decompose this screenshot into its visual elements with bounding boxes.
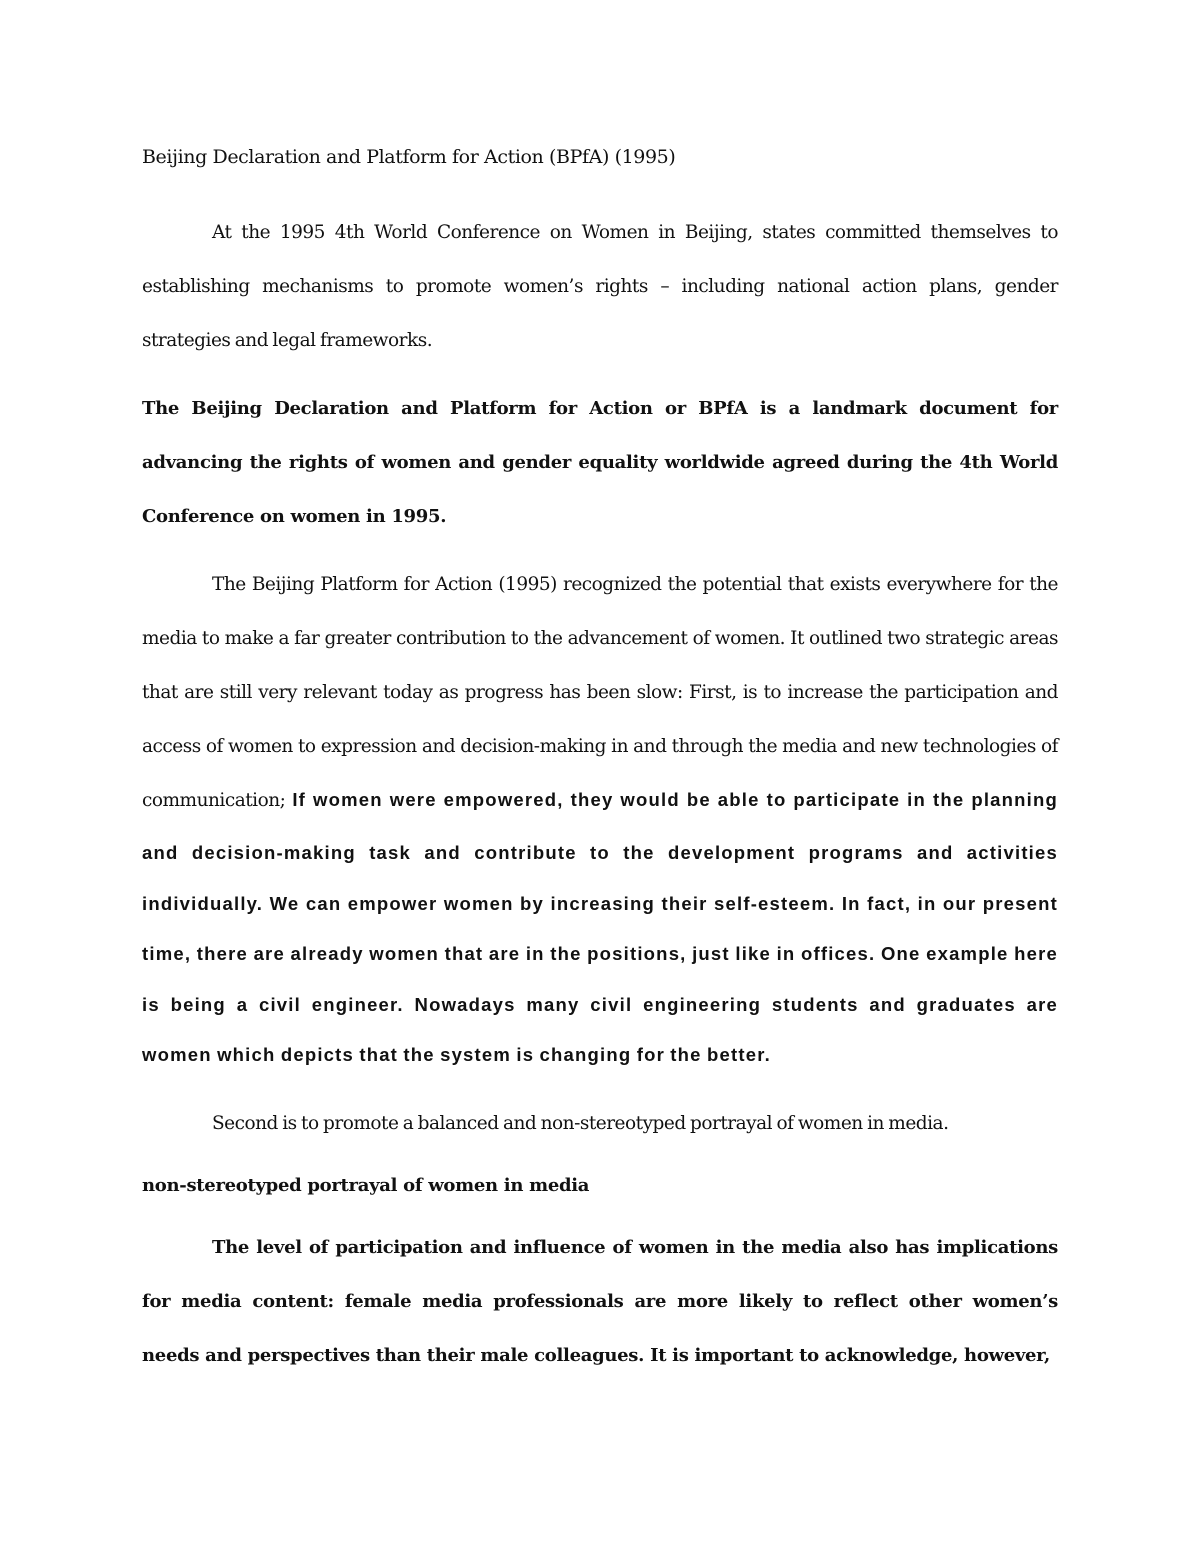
paragraph-conference: At the 1995 4th World Conference on Women in Beijing, states committed themselves to establishing mechanisms to promote women’s rights – including national action plans, gender strategies and legal frameworks. (142, 222, 1058, 351)
paragraph-second-area: Second is to promote a balanced and non-stereotyped portrayal of women in media. (212, 1112, 949, 1134)
paragraph-participation-influence: The level of participation and influence of women in the media also has implications for media content: female media professionals are more likely to reflect other women’s needs and perspectives than their male colleagues. It is important to acknowledge, however, (142, 1236, 1058, 1366)
section-subheading: non-stereotyped portrayal of women in media (142, 1174, 590, 1196)
paragraph-media-regular-text: The Beijing Platform for Action (1995) recognized the potential that exists everywhere for the media to make a far greater contribution to the advancement of women. It outlined two strategic areas that are still very relevant today as progress has been slow: First, is to increase the participation and access of women to expression and decision-making in and through the media and new technologies of communication; (142, 574, 1058, 811)
paragraph-media-bold-text: If women were empowered, they would be able to participate in the planning and decision-making task and contribute to the development programs and activities individually. We can empower women by increasing their self-esteem. In fact, in our present time, there are already women that are in the positions, just like in offices. One example here is being a civil engineer. Nowadays many civil engineering students and graduates are women which depicts that the system is changing for the better. (142, 789, 1058, 1065)
document-title: Beijing Declaration and Platform for Action (BPfA) (1995) (142, 146, 676, 168)
document-body (142, 138, 1058, 1383)
paragraph-media-strategic-areas (142, 558, 1058, 1081)
paragraph-bpfa-definition: The Beijing Declaration and Platform for Action or BPfA is a landmark document for advancing the rights of women and gender equality worldwide agreed during the 4th World Conference on women in 1995. (142, 398, 1058, 527)
